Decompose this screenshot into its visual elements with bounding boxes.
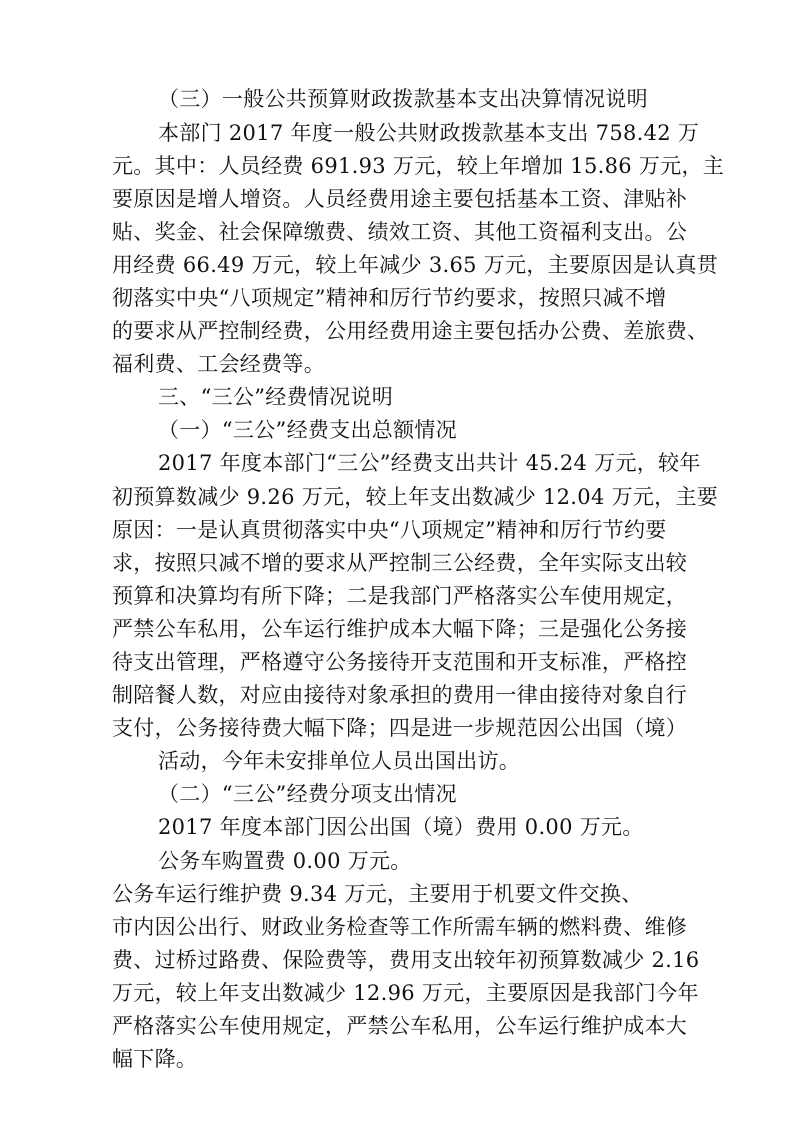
paragraph-line: 2017 年度本部门“三公”经费支出共计 45.24 万元，较年: [158, 451, 701, 475]
paragraph-line: 彻落实中央“八项规定”精神和厉行节约要求，按照只减不增: [112, 286, 667, 310]
paragraph-line: 制陪餐人数，对应由接待对象承担的费用一律由接待对象自行: [112, 683, 688, 707]
paragraph-line: 原因：一是认真贯彻落实中央“八项规定”精神和厉行节约要: [112, 518, 667, 542]
paragraph-line: 万元，较上年支出数减少 12.96 万元，主要原因是我部门今年: [112, 981, 699, 1005]
subsection-heading-total: （一）“三公”经费支出总额情况: [158, 418, 457, 442]
paragraph-line: 严禁公车私用，公车运行维护成本大幅下降；三是强化公务接: [112, 617, 688, 641]
paragraph-line: 本部门 2017 年度一般公共财政拨款基本支出 758.42 万: [158, 121, 700, 145]
section-heading-three-public: 三、“三公”经费情况说明: [158, 385, 394, 409]
paragraph-line: 支付，公务接待费大幅下降；四是进一步规范因公出国（境）: [112, 716, 688, 740]
paragraph-line: 2017 年度本部门因公出国（境）费用 0.00 万元。: [158, 815, 644, 839]
paragraph-line: 费、过桥过路费、保险费等，费用支出较年初预算数减少 2.16: [112, 948, 700, 972]
paragraph-line: 元。其中：人员经费 691.93 万元，较上年增加 15.86 万元，主: [112, 154, 725, 178]
paragraph-line: 幅下降。: [112, 1047, 198, 1071]
paragraph-line: 求，按照只减不增的要求从严控制三公经费，全年实际支出较: [112, 551, 688, 575]
subsection-heading-itemized: （二）“三公”经费分项支出情况: [158, 782, 457, 806]
paragraph-line: 用经费 66.49 万元，较上年减少 3.65 万元，主要原因是认真贯: [112, 253, 719, 277]
section-heading-basic-expenditure: （三）一般公共预算财政拨款基本支出决算情况说明: [158, 87, 648, 111]
paragraph-line: 公务车购置费 0.00 万元。: [158, 849, 412, 873]
paragraph-line: 待支出管理，严格遵守公务接待开支范围和开支标准，严格控: [112, 650, 688, 674]
paragraph-line: 贴、奖金、社会保障缴费、绩效工资、其他工资福利支出。公: [112, 220, 688, 244]
paragraph-line: 市内因公出行、财政业务检查等工作所需车辆的燃料费、维修: [112, 915, 688, 939]
paragraph-line: 福利费、工会经费等。: [112, 352, 325, 376]
paragraph-line: 预算和决算均有所下降；二是我部门严格落实公车使用规定，: [112, 584, 688, 608]
paragraph-line: 要原因是增人增资。人员经费用途主要包括基本工资、津贴补: [112, 187, 688, 211]
paragraph-line: 公务车运行维护费 9.34 万元，主要用于机要文件交换、: [112, 882, 643, 906]
paragraph-line: 活动，今年未安排单位人员出国出访。: [158, 749, 521, 773]
paragraph-line: 初预算数减少 9.26 万元，较上年支出数减少 12.04 万元，主要: [112, 485, 719, 509]
paragraph-line: 严格落实公车使用规定，严禁公车私用，公车运行维护成本大: [112, 1014, 688, 1038]
paragraph-line: 的要求从严控制经费，公用经费用途主要包括办公费、差旅费、: [112, 319, 709, 343]
